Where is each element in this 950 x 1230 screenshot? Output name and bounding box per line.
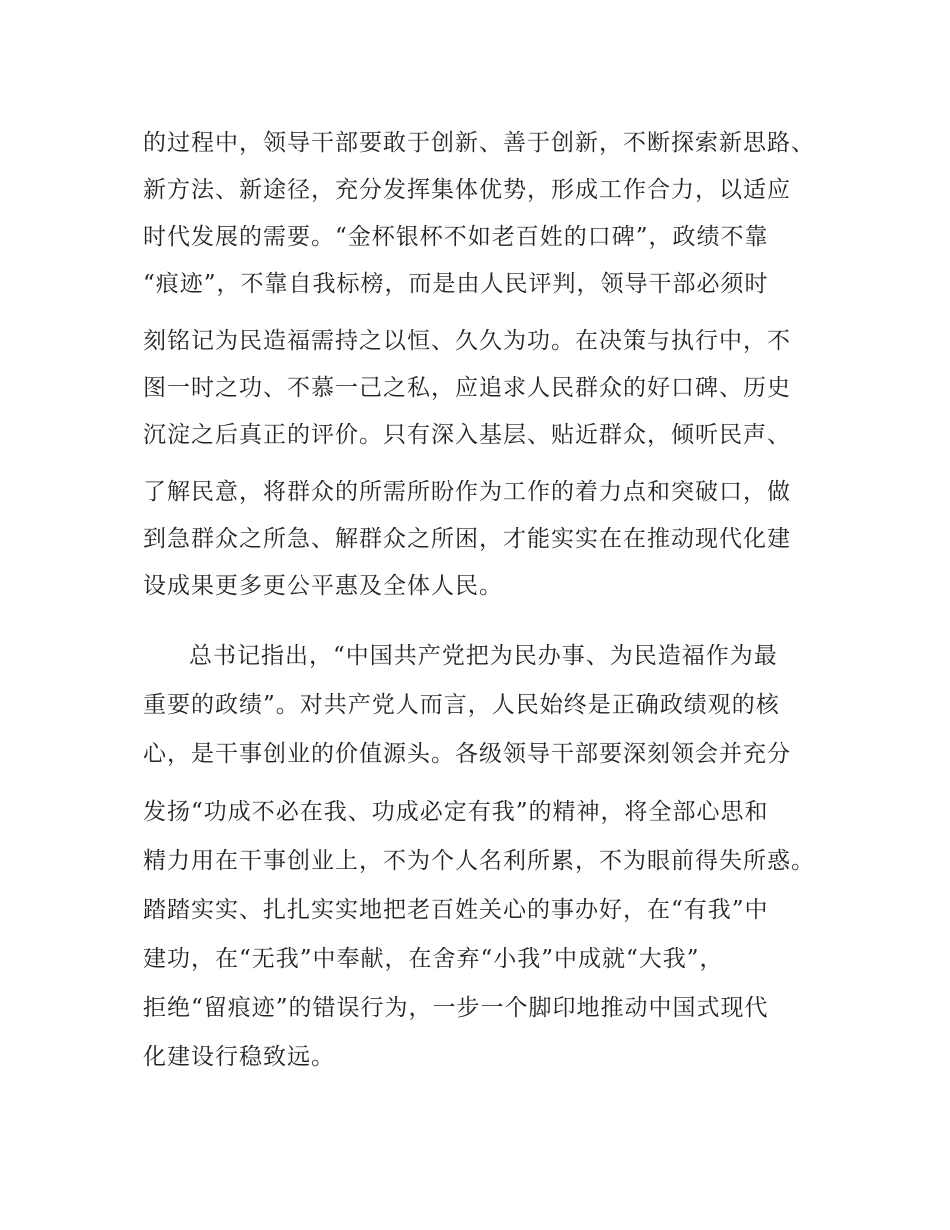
paragraph-2-line: 重要的政绩”。对共产党人而言，人民始终是正确政绩观的核 bbox=[143, 692, 780, 718]
paragraph-2-line: 发扬“功成不必在我、功成必定有我”的精神，将全部心思和 bbox=[143, 799, 769, 825]
paragraph-2-line: 拒绝“留痕迹”的错误行为，一步一个脚印地推动中国式现代 bbox=[143, 995, 769, 1021]
paragraph-1-line: 到急群众之所急、解群众之所困，才能实实在在推动现代化建 bbox=[143, 526, 791, 552]
paragraph-2-line: 精力用在干事创业上，不为个人名利所累，不为眼前得失所惑。 bbox=[143, 848, 815, 874]
paragraph-1-line: 新方法、新途径，充分发挥集体优势，形成工作合力，以适应 bbox=[143, 177, 791, 203]
paragraph-1-line: 图一时之功、不慕一己之私，应追求人民群众的好口碑、历史 bbox=[143, 375, 791, 401]
paragraph-2-line: 心，是干事创业的价值源头。各级领导干部要深刻领会并充分 bbox=[143, 741, 791, 767]
paragraph-1-line: “痕迹”，不靠自我标榜，而是由人民评判，领导干部必须时 bbox=[143, 271, 769, 297]
paragraph-1-line: 沉淀之后真正的评价。只有深入基层、贴近群众，倾听民声、 bbox=[143, 422, 791, 448]
paragraph-1-line: 设成果更多更公平惠及全体人民。 bbox=[143, 573, 503, 599]
paragraph-2-line: 总书记指出，“中国共产党把为民办事、为民造福作为最 bbox=[189, 643, 778, 669]
paragraph-1-line: 刻铭记为民造福需持之以恒、久久为功。在决策与执行中，不 bbox=[143, 328, 791, 354]
paragraph-2-line: 建功，在“无我”中奉献，在舍弃“小我”中成就“大我”， bbox=[143, 946, 724, 972]
paragraph-1-line: 时代发展的需要。“金杯银杯不如老百姓的口碑”，政绩不靠 bbox=[143, 224, 769, 250]
paragraph-1-line: 了解民意，将群众的所需所盼作为工作的着力点和突破口，做 bbox=[143, 479, 791, 505]
paragraph-2-line: 化建设行稳致远。 bbox=[143, 1044, 335, 1070]
paragraph-2-line: 踏踏实实、扎扎实实地把老百姓关心的事办好，在“有我”中 bbox=[143, 897, 769, 923]
paragraph-1-line: 的过程中，领导干部要敢于创新、善于创新，不断探索新思路、 bbox=[143, 130, 815, 156]
